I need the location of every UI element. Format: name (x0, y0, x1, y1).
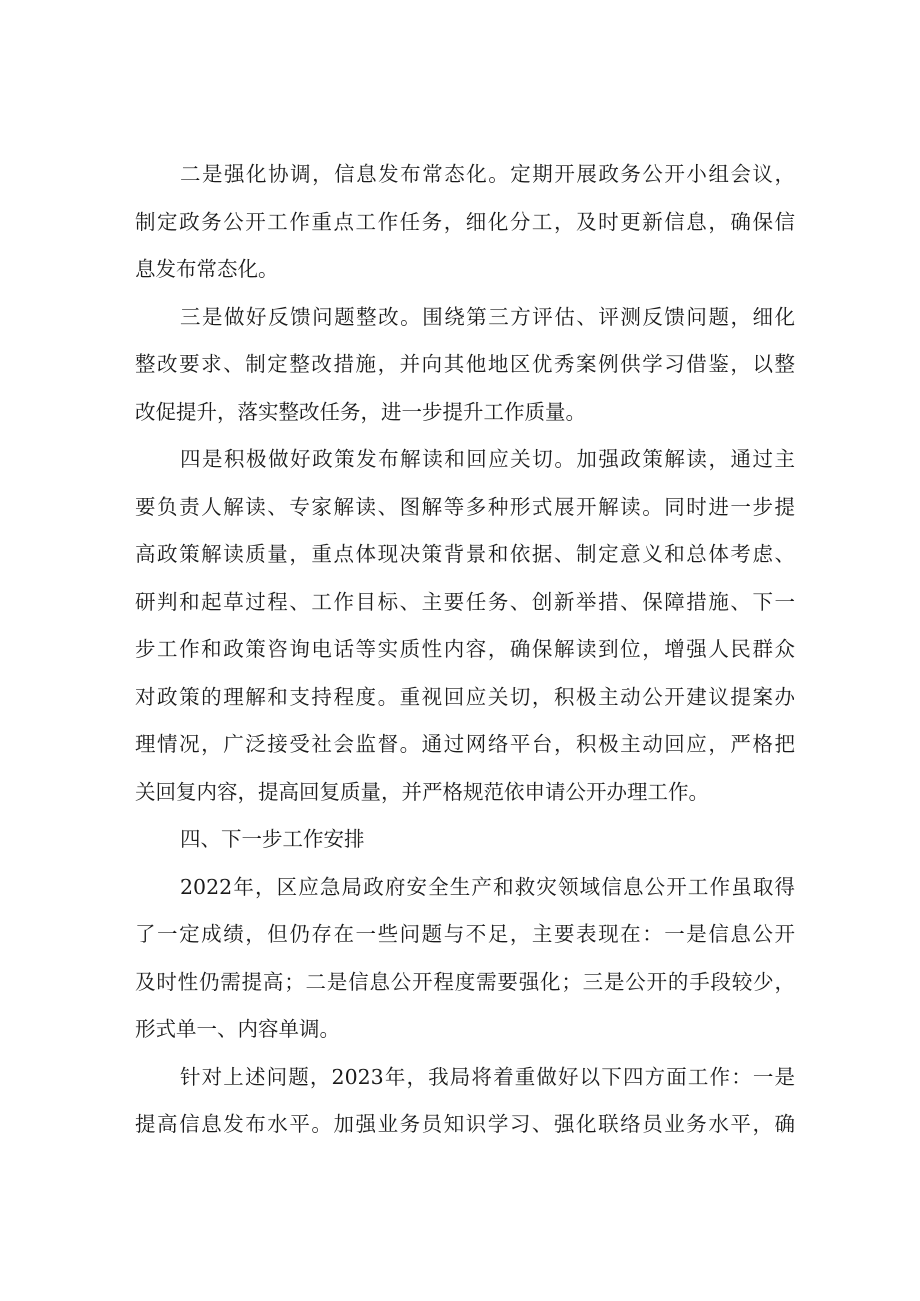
paragraph-line: 了一定成绩，但仍存在一些问题与不足，主要表现在：一是信息公开 (135, 922, 795, 946)
paragraph-line: 关回复内容，提高回复质量，并严格规范依申请公开办理工作。 (135, 780, 709, 804)
paragraph-line: 对政策的理解和支持程度。重视回应关切，积极主动公开建议提案办 (135, 685, 795, 709)
paragraph-line: 制定政务公开工作重点工作任务，细化分工，及时更新信息，确保信 (135, 210, 795, 234)
paragraph-line: 高政策解读质量，重点体现决策背景和依据、制定意义和总体考虑、 (135, 542, 795, 566)
paragraph-line: 理情况，广泛接受社会监督。通过网络平台，积极主动回应，严格把 (135, 732, 795, 756)
paragraph-line: 2022年，区应急局政府安全生产和救灾领域信息公开工作虽取得 (180, 875, 795, 899)
paragraph-line: 整改要求、制定整改措施，并向其他地区优秀案例供学习借鉴，以整 (135, 352, 795, 376)
paragraph-line: 改促提升，落实整改任务，进一步提升工作质量。 (135, 400, 586, 424)
paragraph-line: 四是积极做好政策发布解读和回应关切。加强政策解读，通过主 (180, 447, 795, 471)
paragraph-line: 步工作和政策咨询电话等实质性内容，确保解读到位，增强人民群众 (135, 637, 795, 661)
paragraph-line: 三是做好反馈问题整改。围绕第三方评估、评测反馈问题，细化 (180, 305, 795, 329)
paragraph-line: 针对上述问题，2023年，我局将着重做好以下四方面工作：一是 (180, 1065, 795, 1089)
paragraph-line: 及时性仍需提高；二是信息公开程度需要强化；三是公开的手段较少， (135, 970, 795, 994)
paragraph-line: 形式单一、内容单调。 (135, 1017, 340, 1041)
paragraph-line: 二是强化协调，信息发布常态化。定期开展政务公开小组会议， (180, 162, 795, 186)
section-heading: 四、下一步工作安排 (180, 827, 365, 851)
paragraph-line: 提高信息发布水平。加强业务员知识学习、强化联络员业务水平，确 (135, 1112, 795, 1136)
paragraph-line: 研判和起草过程、工作目标、主要任务、创新举措、保障措施、下一 (135, 590, 795, 614)
paragraph-line: 息发布常态化。 (135, 257, 279, 281)
paragraph-line: 要负责人解读、专家解读、图解等多种形式展开解读。同时进一步提 (135, 495, 795, 519)
